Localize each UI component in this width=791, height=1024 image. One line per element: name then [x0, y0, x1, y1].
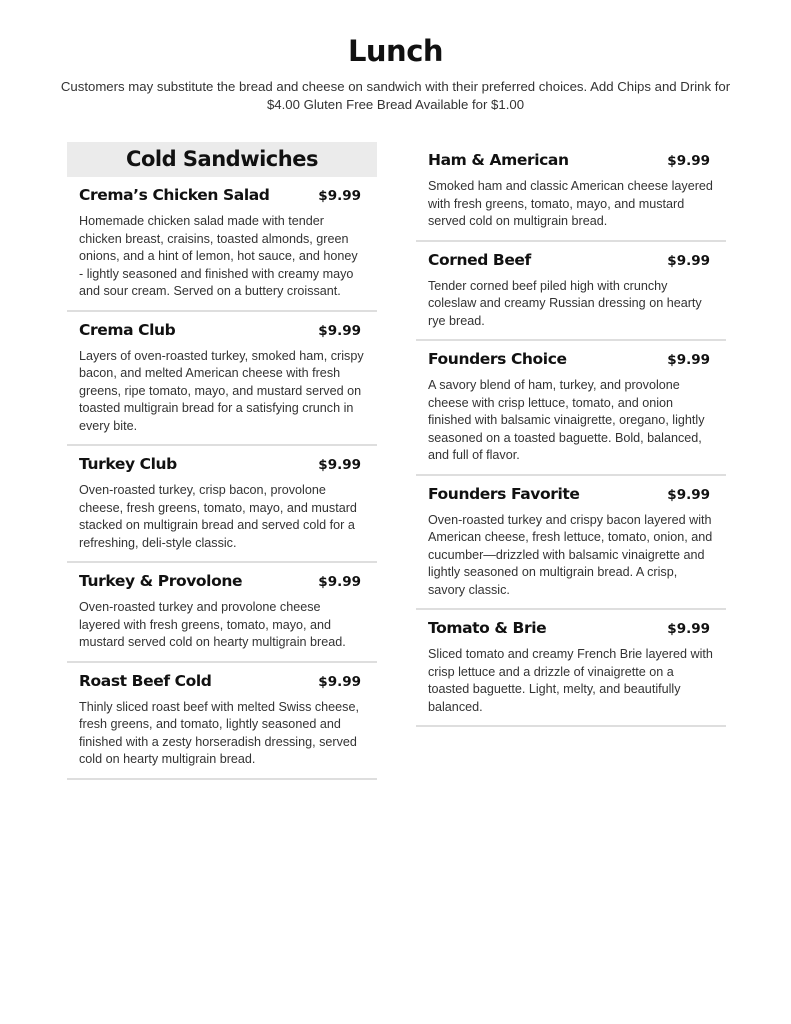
- left-item-list: [67, 177, 377, 780]
- menu-item-header: [428, 251, 714, 275]
- menu-item-description: Oven-roasted turkey and crispy bacon layered with American cheese, fresh lettuce, tomato, onion, and cucumber—drizzled with balsamic vinaigrette and lightly seasoned on multigrain bread. A crisp, savory classic.: [428, 512, 713, 597]
- menu-intro: Customers may substitute the bread and cheese on sandwich with their preferred choices. Add Chips and Drink for $4.00 Gluten Free Bread Available for $1.00: [60, 79, 731, 112]
- menu-item: [67, 563, 377, 663]
- section-heading: Cold Sandwiches: [67, 142, 377, 177]
- menu-item-name: Founders Choice: [428, 350, 567, 368]
- right-column: [416, 142, 726, 727]
- menu-item: [416, 476, 726, 611]
- right-item-list: [416, 142, 726, 727]
- menu-item: [416, 610, 726, 727]
- menu-item-description: A savory blend of ham, turkey, and provolone cheese with crisp lettuce, tomato, and onion finished with balsamic vinaigrette, oregano, lightly seasoned on a toasted baguette. Bold, balanced, and full of flavor.: [428, 378, 705, 462]
- menu-item-name: Turkey Club: [79, 455, 177, 473]
- menu-item-description: Sliced tomato and creamy French Brie layered with crisp lettuce and a drizzle of vinaigrette on a toasted baguette. Light, melty, and beautifully balanced.: [428, 647, 713, 714]
- menu-item-header: [428, 619, 714, 643]
- menu-item-description: Layers of oven-roasted turkey, smoked ham, crispy bacon, and melted American cheese with fresh greens, ripe tomato, mayo, and mustard served on toasted multigrain bread for a satisfying crunch in every bite.: [79, 348, 364, 433]
- menu-item-price: $9.99: [667, 352, 710, 368]
- menu-item-name: Ham & American: [428, 151, 569, 169]
- menu-item-header: [79, 572, 365, 596]
- menu-item-price: $9.99: [667, 486, 710, 503]
- menu-item-description: Oven-roasted turkey and provolone cheese layered with fresh greens, tomato, mayo, and mustard served cold on hearty multigrain bread.: [79, 600, 346, 649]
- menu-item-description: Thinly sliced roast beef with melted Swiss cheese, fresh greens, and tomato, lightly seasoned and finished with a zesty horseradish dressing, served cold on hearty multigrain bread.: [79, 699, 359, 766]
- menu-item: [67, 446, 377, 563]
- menu-item-price: $9.99: [667, 153, 710, 169]
- menu-item-price: $9.99: [318, 457, 361, 473]
- menu-item: [416, 142, 726, 242]
- menu-item-price: $9.99: [318, 322, 361, 339]
- menu-item-name: Turkey & Provolone: [79, 572, 243, 590]
- menu-item-header: [428, 350, 714, 374]
- menu-item-header: [79, 455, 365, 479]
- menu-item-price: $9.99: [318, 673, 361, 690]
- menu-item: [67, 312, 377, 447]
- menu-item-price: $9.99: [318, 188, 361, 204]
- menu-item-name: Corned Beef: [428, 250, 531, 269]
- menu-item-description: Oven-roasted turkey, crisp bacon, provolone cheese, fresh greens, tomato, mayo, and mustard stacked on multigrain bread and served cold for a refreshing, deli-style classic.: [79, 483, 357, 550]
- menu-item-header: [428, 151, 714, 175]
- menu-item-price: $9.99: [667, 621, 710, 637]
- menu-item-header: [79, 186, 365, 210]
- menu-item: [67, 177, 377, 312]
- menu-item: [67, 663, 377, 780]
- menu-item-header: [79, 321, 365, 345]
- menu-item-price: $9.99: [667, 252, 710, 269]
- page-title: Lunch: [347, 34, 444, 68]
- menu-item-header: [79, 672, 365, 696]
- menu-item: [416, 242, 726, 342]
- menu-item-name: Founders Favorite: [428, 484, 580, 503]
- menu-item-header: [428, 485, 714, 509]
- menu-item-name: Crema Club: [79, 320, 176, 339]
- menu-item-name: Tomato & Brie: [428, 619, 547, 637]
- left-column: [67, 142, 377, 780]
- menu-item-price: $9.99: [318, 574, 361, 590]
- menu-item-name: Roast Beef Cold: [79, 671, 212, 690]
- menu-item-name: Crema’s Chicken Salad: [79, 186, 270, 204]
- menu-item-description: Homemade chicken salad made with tender chicken breast, craisins, toasted almonds, green onions, and a hint of lemon, hot sauce, and honey - lightly seasoned and finished with creamy mayo and sour cream. Served on a buttery croissant.: [79, 214, 358, 298]
- menu-item: [416, 341, 726, 476]
- menu-item-description: Tender corned beef piled high with crunchy coleslaw and creamy Russian dressing on hearty rye bread.: [428, 278, 702, 328]
- menu-item-description: Smoked ham and classic American cheese layered with fresh greens, tomato, mayo, and mustard served cold on multigrain bread.: [428, 179, 713, 228]
